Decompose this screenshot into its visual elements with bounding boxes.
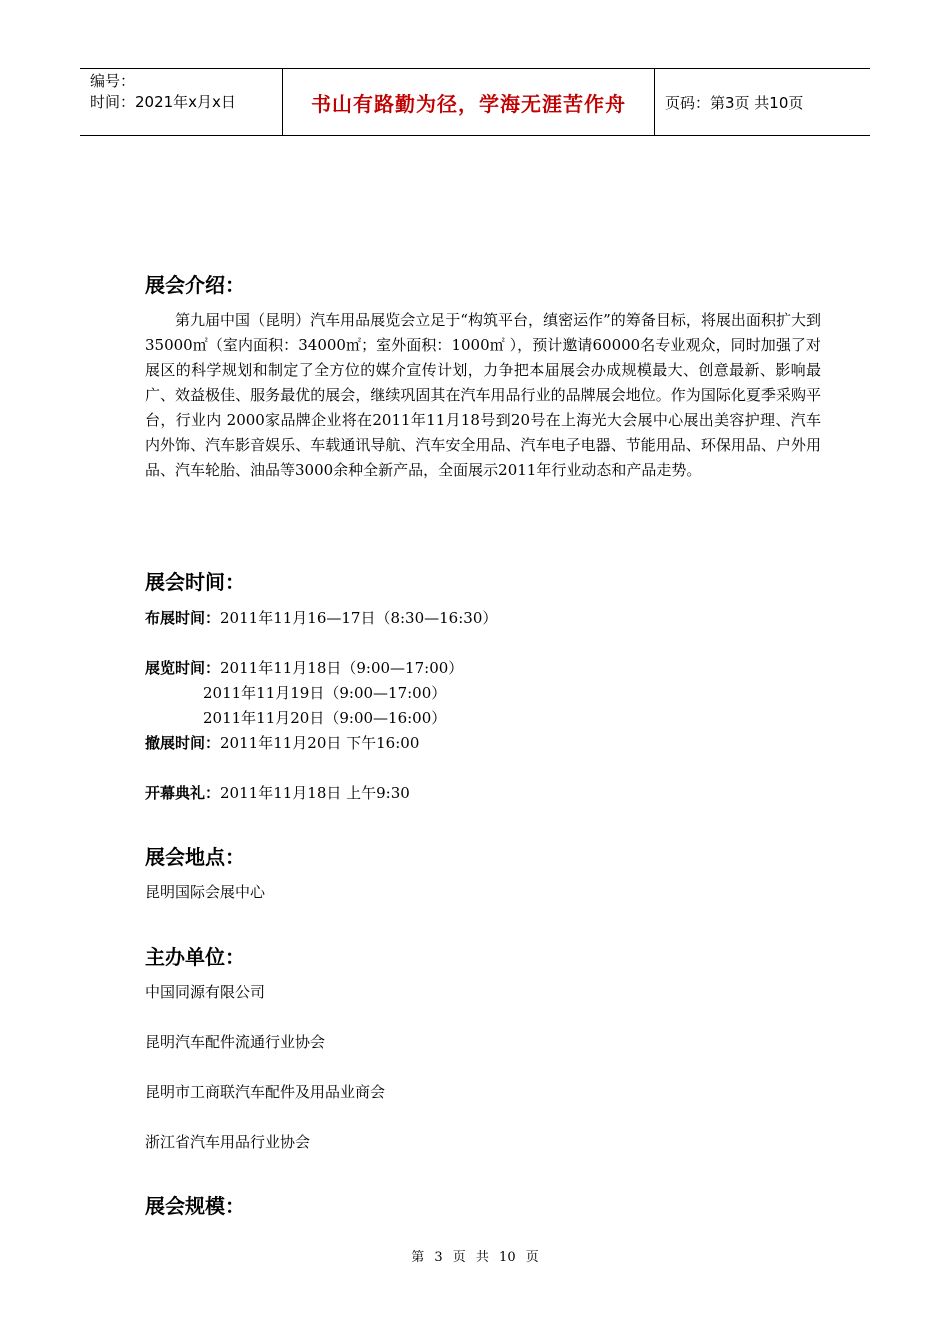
time-heading: 展会时间： (145, 570, 245, 594)
opening-ceremony-line (145, 781, 410, 806)
exhibit-time-label: 展览时间： (145, 659, 221, 677)
exhibit-day-1: 2011年11月18日（9:00—17:00） (220, 659, 464, 677)
organizer-item: 昆明汽车配件流通行业协会 (145, 1033, 326, 1051)
organizer-item: 浙江省汽车用品行业协会 (145, 1133, 311, 1151)
setup-time-line (145, 606, 497, 631)
intro-heading: 展会介绍： (145, 273, 245, 297)
setup-time-label: 布展时间： (145, 609, 221, 627)
page-footer: 第 3 页 共 10 页 (411, 1250, 539, 1265)
exhibit-day-3: 2011年11月20日（9:00—16:00） (203, 709, 447, 727)
teardown-time-value: 2011年11月20日 下午16:00 (220, 734, 420, 752)
intro-paragraph: 第九届中国（昆明）汽车用品展览会立足于“构筑平台，缜密运作”的筹备目标，将展出面积扩大到35000㎡（室内面积：34000㎡；室外面积：1000㎡ ），预计邀请60000名专业观众，同时加强了对展区的科学规划和制定了全方位的媒介宣传计划，力争把本届展会办成规模最大、创意最新、影响最广、效益极佳、服务最优的展会，继续巩固其在汽车用品行业的品牌展会地位。作为国际化夏季采购平台，行业内 2000家品牌企业将在2011年11月18号到20号在上海光大会展中心展出美容护理、汽车内外饰、汽车影音娱乐、车载通讯导航、汽车安全用品、汽车电子电器、节能用品、环保用品、户外用品、汽车轮胎、油品等3000余种全新产品，全面展示2011年行业动态和产品走势。 (145, 311, 821, 479)
teardown-time-label: 撤展时间： (145, 734, 221, 752)
opening-ceremony-value: 2011年11月18日 上午9:30 (220, 784, 410, 802)
setup-time-value: 2011年11月16—17日（8:30—16:30） (220, 609, 498, 627)
venue-heading: 展会地点： (145, 845, 245, 869)
teardown-time-line (145, 731, 419, 756)
exhibit-day-2: 2011年11月19日（9:00—17:00） (203, 684, 447, 702)
page-header (80, 68, 870, 136)
organizer-item: 昆明市工商联汽车配件及用品业商会 (145, 1083, 386, 1101)
opening-ceremony-label: 开幕典礼： (145, 784, 221, 802)
header-page-info: 页码：第3页 共10页 (665, 93, 804, 112)
header-left-cell (80, 69, 282, 135)
exhibit-time-line (145, 656, 463, 681)
organizers-heading: 主办单位： (145, 945, 245, 969)
header-number: 编号： (90, 72, 136, 90)
scale-heading: 展会规模： (145, 1194, 245, 1218)
venue-value: 昆明国际会展中心 (145, 883, 266, 901)
organizer-item: 中国同源有限公司 (145, 983, 266, 1001)
header-date: 时间：2021年x月x日 (90, 93, 236, 111)
header-motto: 书山有路勤为径，学海无涯苦作舟 (282, 69, 655, 135)
